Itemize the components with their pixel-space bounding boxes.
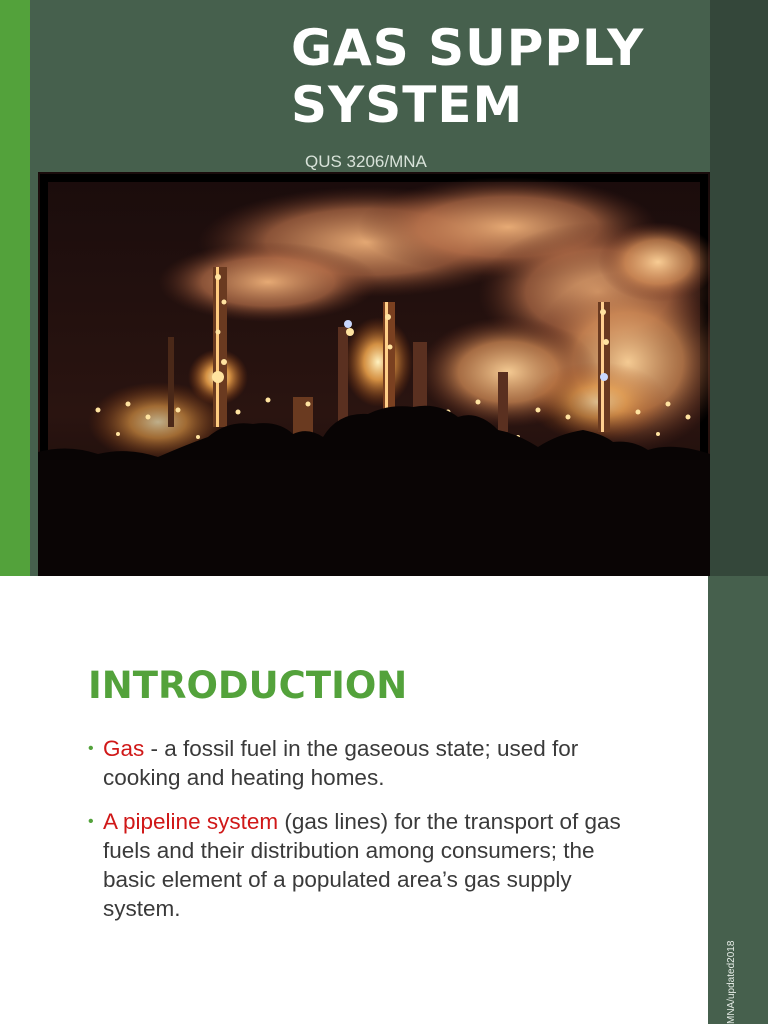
slide-title: INTRODUCTION	[88, 664, 408, 707]
bullet-list	[88, 734, 628, 938]
refinery-night-photo	[38, 172, 710, 576]
accent-bar-right	[708, 576, 768, 1024]
slide-title-line1: GAS SUPPLY	[291, 19, 645, 77]
introduction-slide	[0, 576, 768, 1024]
bullet-icon: •	[88, 813, 94, 830]
list-item	[88, 734, 628, 792]
term-definition: (gas lines) for the transport of gas fuels and their distribution among consumers; the basic element of a populated area’s gas supply system.	[103, 809, 621, 921]
slide-title-line2: SYSTEM	[291, 76, 524, 134]
accent-bar-right	[710, 0, 768, 576]
term-highlight: Gas	[103, 736, 145, 761]
term-highlight: A pipeline system	[103, 809, 279, 834]
course-code-subtitle: QUS 3206/MNA	[305, 152, 427, 171]
slide-title	[291, 20, 711, 134]
term-definition: - a fossil fuel in the gaseous state; used for cooking and heating homes.	[103, 736, 579, 790]
bullet-icon: •	[88, 740, 94, 757]
footer-credit: MNA/updated2018	[726, 940, 737, 1024]
accent-bar-left	[0, 0, 30, 576]
list-item	[88, 807, 628, 923]
